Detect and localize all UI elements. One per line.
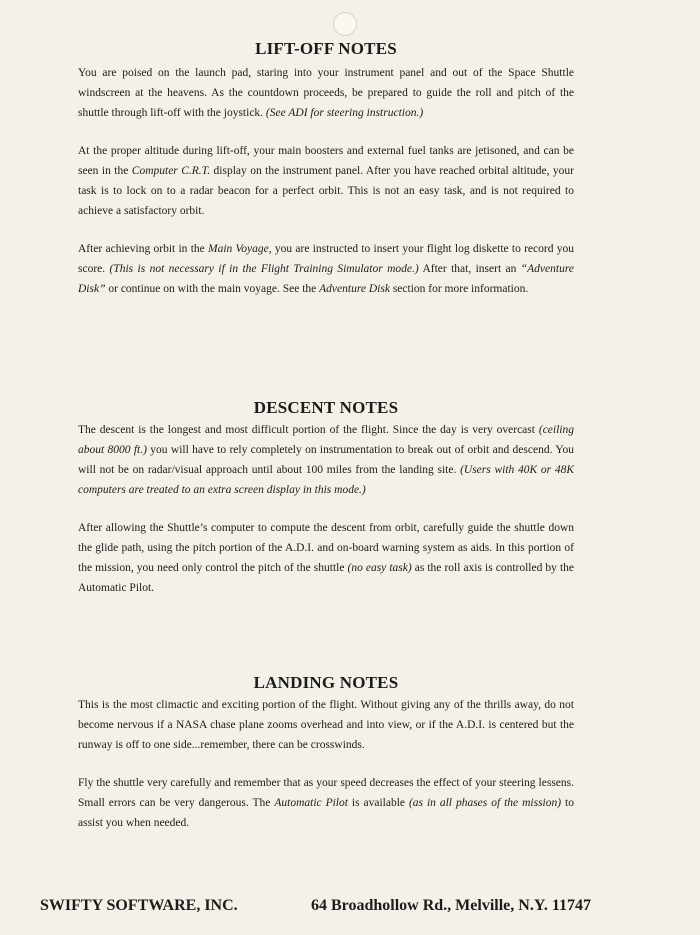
text-run: you will have to rely completely on instrumentation to break out of orbit and descend. You will not be on radar/visual approach until about 100 miles from the landing site. xyxy=(78,444,575,476)
italic-run: (This is not necessary if in the Flight Training Simulator mode.) xyxy=(109,263,419,275)
footer-company: SWIFTY SOFTWARE, INC. xyxy=(40,897,238,914)
text-run: as the roll axis is controlled by the Automatic Pilot. xyxy=(78,562,574,594)
landing-section xyxy=(78,673,574,833)
descent-heading: DESCENT NOTES xyxy=(253,398,399,417)
text-run: After achieving orbit in the xyxy=(78,243,209,255)
text-run: After allowing the Shuttle’s computer to compute the descent from orbit, carefully guide the shuttle down the glide path, using the pitch portion of the A.D.I. and on-board warning system as aids. In this portion of the mission, you need only control the pitch of the shuttle xyxy=(78,522,574,574)
text-run: You are poised on the launch pad, staring into your instrument panel and out of the Space Shuttle windscreen at the heavens. As the countdown proceeds, be prepared to guide the roll and pitch of the shuttle through lift-off with the joystick. xyxy=(78,67,574,119)
descent-paragraph-2 xyxy=(78,518,574,598)
italic-run: (Users with 40K or 48K computers are treated to an extra screen display in this mode.) xyxy=(78,464,575,496)
punch-hole xyxy=(333,12,357,36)
text-run: The descent is the longest and most difficult portion of the flight. Since the day is very overcast xyxy=(78,424,539,436)
italic-run: Adventure Disk xyxy=(319,283,390,295)
text-run: you are instructed to insert your flight log diskette to record you score. xyxy=(78,243,574,275)
liftoff-paragraph-1 xyxy=(78,63,574,123)
landing-paragraph-1 xyxy=(78,695,574,755)
landing-heading: LANDING NOTES xyxy=(253,673,399,692)
text-run: At the proper altitude during lift-off, your main boosters and external fuel tanks are jetisoned, and can be seen in the xyxy=(78,145,574,177)
footer-address: 64 Broadhollow Rd., Melville, N.Y. 11747 xyxy=(311,897,592,914)
text-run: display on the instrument panel. After you have reached orbital altitude, your task is to lock on to a radar beacon for a perfect orbit. This is not an easy task, and is not required to achieve a satisfactory orbit. xyxy=(78,165,574,217)
liftoff-paragraph-3 xyxy=(78,239,574,299)
italic-run: Main Voyage, xyxy=(208,243,272,255)
landing-paragraph-2 xyxy=(78,773,574,833)
descent-section xyxy=(78,398,574,598)
text-run: Fly the shuttle very carefully and remember that as your speed decreases the effect of your steering lessens. Small errors can be very dangerous. The xyxy=(78,777,574,809)
liftoff-section xyxy=(78,39,574,299)
italic-run: Computer C.R.T. xyxy=(131,165,211,177)
liftoff-paragraph-2 xyxy=(78,141,574,221)
text-run: or continue on with the main voyage. See the xyxy=(105,283,320,295)
text-run: is available xyxy=(347,797,409,809)
text-run: to assist you when needed. xyxy=(78,797,574,829)
italic-run: “Adventure Disk” xyxy=(78,263,574,295)
italic-run: (ceiling about 8000 ft.) xyxy=(78,424,574,456)
italic-run: (See ADI for steering instruction.) xyxy=(265,107,424,119)
liftoff-heading: LIFT-OFF NOTES xyxy=(255,39,397,58)
italic-run: (no easy task) xyxy=(347,562,412,574)
text-run: This is the most climactic and exciting portion of the flight. Without giving any of the thrills away, do not become nervous if a NASA chase plane zooms overhead and into view, or if the A.D.I. is centered but the runway is off to one side...remember, there can be crosswinds. xyxy=(78,699,574,751)
italic-run: (as in all phases of the mission) xyxy=(408,797,562,809)
italic-run: Automatic Pilot xyxy=(274,797,348,809)
descent-paragraph-1 xyxy=(78,420,574,500)
text-run: After that, insert an xyxy=(418,263,521,275)
text-run: section for more information. xyxy=(389,283,529,295)
